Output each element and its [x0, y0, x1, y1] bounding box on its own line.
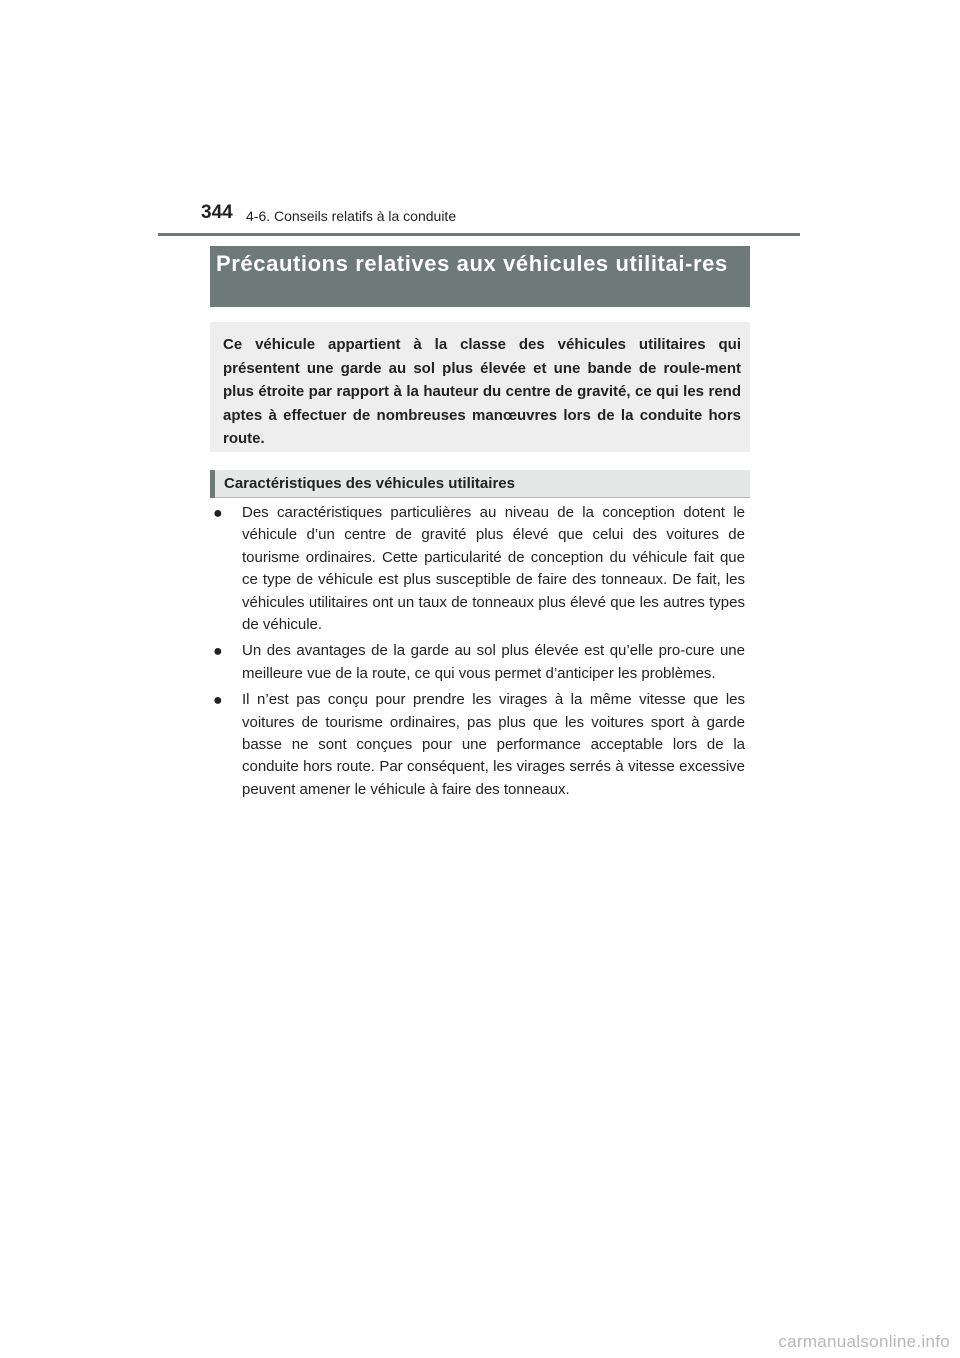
bullet-list [213, 502, 745, 805]
bullet-text: Un des avantages de la garde au sol plus élevée est qu’elle pro-cure une meilleure vue de la route, ce qui vous permet d’anticiper les problèmes. [242, 642, 745, 682]
list-item [213, 689, 745, 801]
list-item [213, 640, 745, 685]
bullet-text: Des caractéristiques particulières au niveau de la conception dotent le véhicule d’un centre de gravité plus élevé que celui des voitures de tourisme ordinaires. Cette particularité de conception du véhicule fait que ce type de véhicule est plus susceptible de faire des tonneaux. De fait, les véhicules utilitaires ont un taux de tonneaux plus élevé que les autres types de véhicule. [242, 504, 745, 634]
page-title: Précautions relatives aux véhicules utilitai-res [216, 251, 728, 276]
section-label: 4-6. Conseils relatifs à la conduite [246, 208, 457, 224]
bullet-text: Il n’est pas conçu pour prendre les virages à la même vitesse que les voitures de tourisme ordinaires, pas plus que les voitures sport à garde basse ne sont conçues pour une performance acceptable lors de la conduite hors route. Par conséquent, les virages serrés à vitesse excessive peuvent amener le véhicule à faire des tonneaux. [242, 691, 745, 798]
intro-box [210, 322, 750, 452]
subheading-text: Caractéristiques des véhicules utilitaires [224, 475, 515, 492]
watermark: carmanualsonline.info [778, 1332, 950, 1351]
subheading-bar [210, 470, 215, 498]
page-number: 344 [201, 202, 233, 223]
header-rule [158, 233, 800, 236]
bullet-icon: ● [213, 505, 223, 522]
bullet-icon: ● [213, 643, 223, 661]
title-box [210, 246, 750, 307]
subheading [210, 470, 750, 498]
intro-text: Ce véhicule appartient à la classe des véhicules utilitaires qui présentent une garde au sol plus élevée et une bande de roule-ment plus étroite par rapport à la hauteur du centre de gravité, ce qui les rend aptes à effectuer de nombreuses manœuvres lors de la conduite hors route. [223, 336, 741, 448]
bullet-icon: ● [213, 692, 223, 710]
list-item [213, 502, 745, 636]
